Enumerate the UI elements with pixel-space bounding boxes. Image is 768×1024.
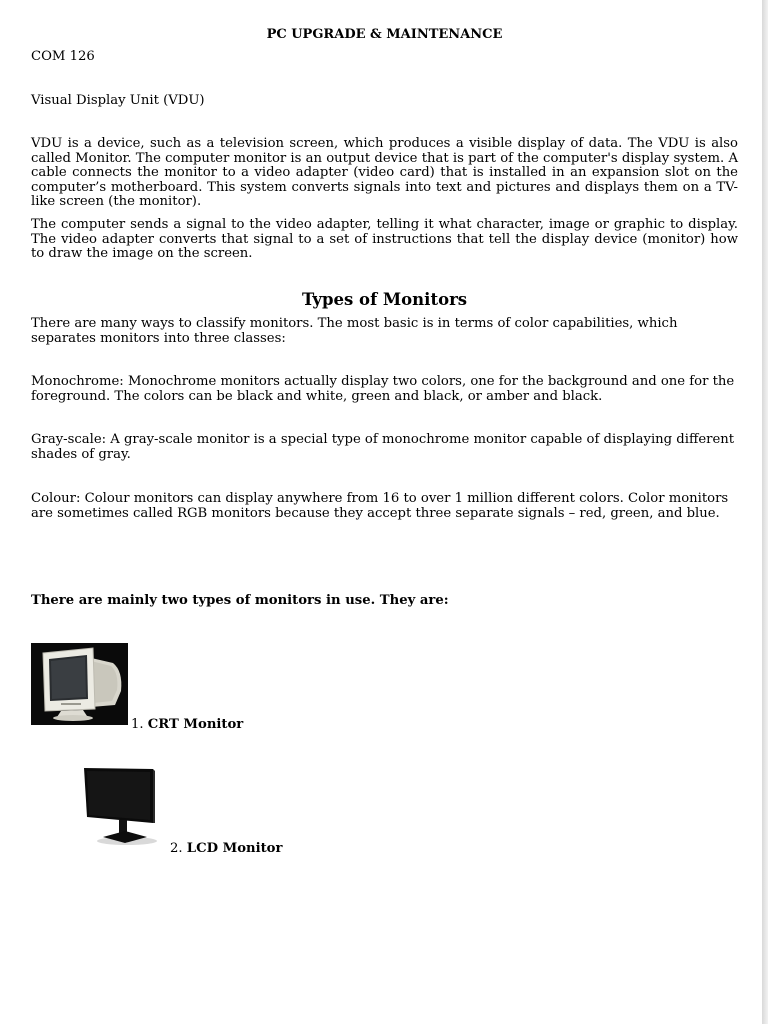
lcd-monitor-label: [170, 842, 282, 857]
crt-monitor-number: 1.: [131, 717, 144, 732]
crt-monitor-photo-icon: [31, 643, 128, 725]
crt-monitor-name: CRT Monitor: [147, 717, 244, 732]
paragraph-signal-flow: The computer sends a signal to the video adapter, telling it what character, image or graphic to display. The video adapter converts that signal to a set of instructions that tell the display device (monitor) how to draw the image on the screen.: [31, 217, 738, 262]
paragraph-vdu-definition: VDU is a device, such as a television screen, which produces a visible display of data. The VDU is also called Monitor. The computer monitor is an output device that is part of the computer's display system. A cable connects the monitor to a video adapter (video card) that is installed in an expansion slot on the computer’s motherboard. This system converts signals into text and pictures and displays them on a TV-like screen (the monitor).: [31, 136, 738, 210]
heading-types-of-monitors: Types of Monitors: [301, 290, 468, 309]
paragraph-grayscale: Gray-scale: A gray-scale monitor is a special type of monochrome monitor capable of displaying different shades of gray.: [31, 432, 735, 462]
section-heading-vdu: Visual Display Unit (VDU): [31, 93, 205, 108]
crt-monitor-label: [131, 718, 243, 733]
paragraph-monochrome: Monochrome: Monochrome monitors actually display two colors, one for the background and one for the foreground. The colors can be black and white, green and black, or amber and black.: [31, 374, 735, 404]
paragraph-two-types-intro: There are mainly two types of monitors in use. They are:: [31, 593, 449, 608]
paragraph-colour: Colour: Colour monitors can display anywhere from 16 to over 1 million different colors. Color monitors are sometimes called RGB monitors because they accept three separate signals – red, green, and blue.: [31, 491, 729, 521]
page-edge-shadow: [762, 0, 768, 1024]
course-code: COM 126: [31, 49, 95, 64]
paragraph-classification: There are many ways to classify monitors. The most basic is in terms of color capabilities, which separates monitors into three classes:: [31, 316, 678, 346]
document-title: PC UPGRADE & MAINTENANCE: [266, 27, 503, 42]
lcd-monitor-name: LCD Monitor: [186, 841, 283, 856]
lcd-monitor-photo-icon: [81, 765, 161, 847]
lcd-monitor-number: 2.: [170, 841, 183, 856]
